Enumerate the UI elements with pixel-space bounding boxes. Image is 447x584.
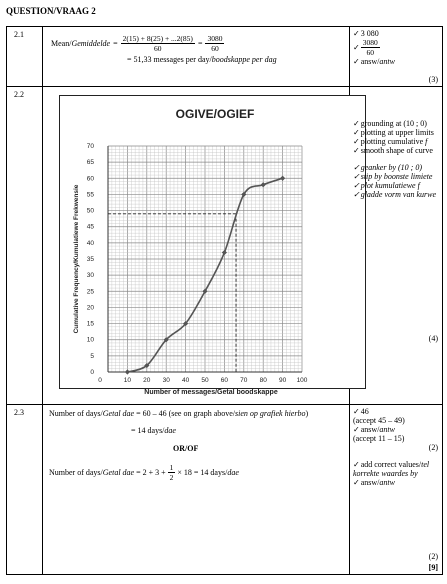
x-tick-label: 40 <box>181 377 190 384</box>
y-tick-label: 5 <box>90 352 94 360</box>
question-number-2-1: 2.1 <box>7 27 43 87</box>
mark-answer-af: antw <box>379 57 395 66</box>
chart-title: OGIVE/OGIEF <box>175 107 255 121</box>
mark-add-values <box>353 460 439 478</box>
y-tick-label: 60 <box>86 175 94 183</box>
mark-46: ✓ 46 <box>353 407 439 416</box>
row-2-3 <box>7 405 443 575</box>
q23-line2-text: = 14 days/ <box>131 426 165 435</box>
x-tick-label: 70 <box>240 377 248 384</box>
half-fraction <box>168 463 176 482</box>
x-tick-label: 50 <box>201 377 209 384</box>
mark-upper-limits: ✓ plotting at upper limits <box>353 128 439 137</box>
y-tick-label: 70 <box>86 143 94 150</box>
mark-smooth: ✓ smooth shape of curve <box>353 146 439 155</box>
mark-stip: ✓ stip by boonste limiete <box>353 172 439 181</box>
q23-line2-af: dae <box>164 426 176 435</box>
mark-plot-kumulatiewe: ✓ plot kumulatiewe f <box>353 181 439 190</box>
mark-cumulative-text: plotting cumulative <box>360 137 424 146</box>
mark-fraction-den: 60 <box>366 48 374 57</box>
equals-sign-2: = <box>197 39 203 48</box>
q23-working <box>43 405 350 575</box>
x-tick-label: 100 <box>296 377 308 384</box>
x-tick-label: 60 <box>220 377 229 384</box>
mark-cumulative-f: f <box>425 137 428 146</box>
question-number-2-3: 2.3 <box>7 405 43 575</box>
x-tick-label: 0 <box>98 377 102 384</box>
mark-accept-11: (accept 11 – 15) <box>353 434 405 443</box>
y-tick-label: 50 <box>86 207 94 215</box>
fraction-numerator: 2(15) + 8(25) + ...2(85) <box>122 34 193 43</box>
x-tick-label: 20 <box>143 377 151 384</box>
x-tick-label: 90 <box>278 377 287 384</box>
q22-marks <box>350 87 443 405</box>
y-tick-label: 10 <box>86 336 94 344</box>
row-2-1 <box>7 27 443 87</box>
y-tick-label: 25 <box>86 288 94 296</box>
q22-graph-cell <box>43 87 350 405</box>
q22-total: (4) <box>428 334 438 343</box>
question-title: QUESTION/VRAAG 2 <box>6 6 96 16</box>
q23-line1-af: Getal dae <box>102 409 135 418</box>
q23-line1-end: ) <box>305 409 309 418</box>
data-point <box>125 369 130 374</box>
q23-line3 <box>49 453 345 482</box>
q23-line3-mid: = 2 + 3 + <box>134 468 168 477</box>
mark-accept-45: (accept 45 – 49) <box>353 416 405 425</box>
q21-total: (3) <box>428 75 438 84</box>
x-tick-label: 10 <box>123 377 132 384</box>
q23-marks <box>350 405 443 575</box>
equals-sign: = <box>113 39 118 48</box>
mean-result <box>43 53 349 64</box>
fraction-total <box>205 34 224 53</box>
y-tick-label: 65 <box>86 159 94 167</box>
data-point <box>222 250 227 255</box>
mark-grounding: ✓ grounding at (10 ; 0) <box>353 119 439 128</box>
data-point <box>261 182 266 187</box>
y-tick-label: 0 <box>90 369 94 376</box>
q21-marks <box>350 27 443 87</box>
mark-answ-2 <box>353 478 439 487</box>
fraction-denominator: 60 <box>154 44 162 53</box>
fraction-denominator-2: 60 <box>211 44 219 53</box>
q23-line3-en: Number of days/ <box>49 468 103 477</box>
y-tick-label: 55 <box>86 191 94 199</box>
half-num: 1 <box>169 463 174 472</box>
mean-result-af: boodskappe per dag <box>211 55 277 64</box>
mark-geanker: ✓ geanker by (10 ; 0) <box>353 163 439 172</box>
x-tick-label: 30 <box>162 377 170 384</box>
mark-answer <box>353 57 439 66</box>
mark-answ-2-af: antw <box>379 478 395 487</box>
data-point <box>280 176 285 181</box>
mark-answ-1-en: answ/ <box>360 425 380 434</box>
mark-answ-1 <box>353 425 439 434</box>
fraction-numerator-2: 3080 <box>207 34 223 43</box>
mark-cumulative <box>353 137 439 146</box>
q23-line2 <box>49 418 345 435</box>
mark-add-values-en: add correct values/ <box>360 460 422 469</box>
mean-label: Mean/ <box>51 39 72 48</box>
q23-line3-end: × 18 = 14 days/ <box>175 468 228 477</box>
question-number-2-2: 2.2 <box>7 87 43 405</box>
row-2-2 <box>7 87 443 405</box>
y-tick-label: 45 <box>86 223 94 231</box>
mark-add-values-af: tel korrekte waardes by <box>353 460 430 478</box>
fraction-sum <box>121 34 195 53</box>
q23-line1-en: Number of days/ <box>49 409 103 418</box>
mark-answ-1-af: antw <box>379 425 395 434</box>
mean-result-en: = 51,33 messages per day/ <box>127 55 212 64</box>
q23-line1-af2: sien op grafiek hierbo <box>235 409 306 418</box>
mark-fraction <box>353 38 439 57</box>
ogive-svg <box>60 96 365 396</box>
half-den: 2 <box>169 473 174 482</box>
mark-answ-2-en: answ/ <box>360 478 380 487</box>
mark-gladde: ✓ gladde vorm van kurwe <box>353 190 439 199</box>
q23-line1 <box>49 409 345 418</box>
q23-subtotal-1: (2) <box>428 443 438 452</box>
q23-line1-rest: = 60 – 46 (see on graph above/ <box>134 409 236 418</box>
y-tick-label: 35 <box>86 256 94 263</box>
q23-line3-af: Getal dae <box>102 468 135 477</box>
mark-answer-en: answ/ <box>360 57 380 66</box>
mean-label-af: Gemiddelde <box>71 39 111 48</box>
y-axis-label: Cumulative Frequency/Kumulatiewe Frekwensie <box>73 184 80 334</box>
y-tick-label: 40 <box>86 239 94 247</box>
ogive-chart <box>59 95 366 396</box>
y-tick-label: 30 <box>86 272 94 280</box>
mark-fraction-num: 3080 <box>362 38 378 47</box>
y-tick-label: 20 <box>86 304 94 312</box>
x-tick-label: 80 <box>259 377 267 384</box>
y-tick-label: 15 <box>86 320 94 328</box>
mark-3080: ✓ 3 080 <box>353 29 439 38</box>
q23-subtotal-2: (2) <box>428 552 438 561</box>
q21-working <box>43 27 350 87</box>
or-label: OR/OF <box>173 444 199 453</box>
x-axis-label: Number of messages/Getal boodskappe <box>144 389 278 396</box>
q23-line3-af2: dae <box>227 468 239 477</box>
memo-table <box>6 26 443 575</box>
question-total: [9] <box>428 563 438 572</box>
